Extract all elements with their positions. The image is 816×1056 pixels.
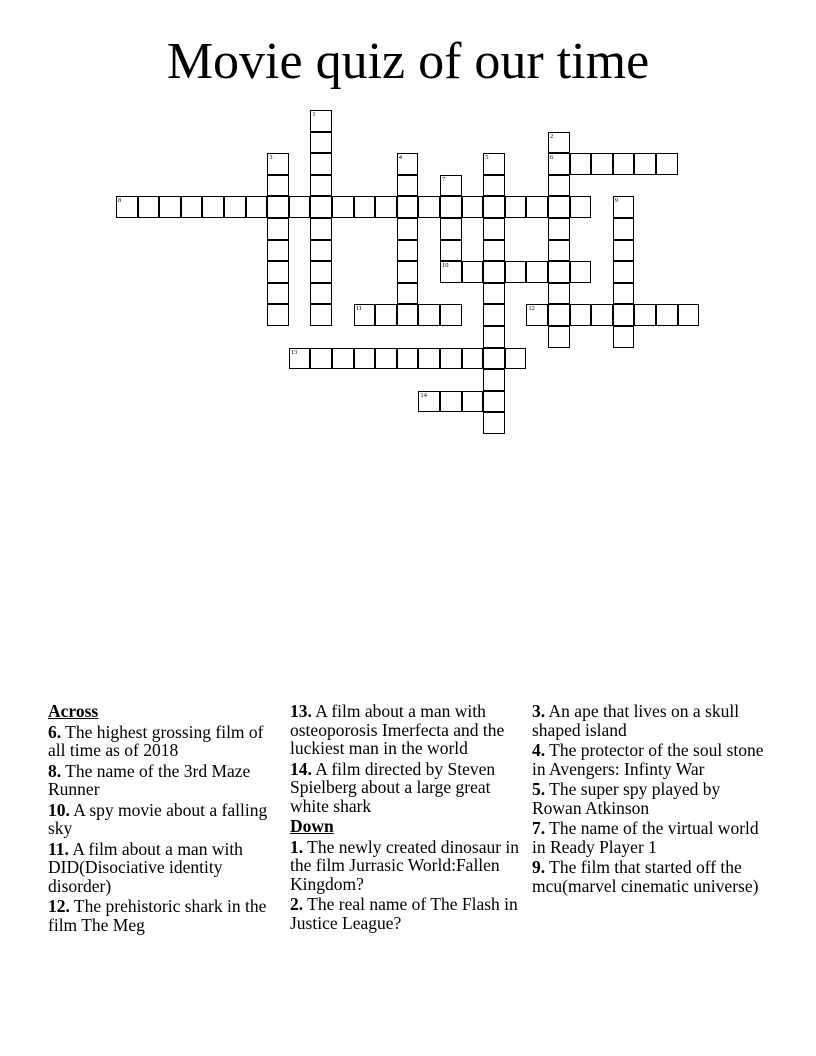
- grid-cell[interactable]: [397, 240, 419, 262]
- cell-number: 3: [269, 154, 273, 162]
- grid-cell[interactable]: [462, 196, 484, 218]
- clue-number: 13.: [290, 701, 312, 721]
- grid-cell[interactable]: [181, 196, 203, 218]
- grid-cell[interactable]: [267, 153, 289, 175]
- clue-text: The highest grossing film of all time as of 2018: [48, 721, 264, 760]
- clue-text: A film about a man with osteoporosis Imerfecta and the luckiest man in the world: [290, 701, 505, 758]
- grid-cell[interactable]: [418, 304, 440, 326]
- grid-cell[interactable]: [310, 283, 332, 305]
- clue-across-6: [48, 723, 273, 760]
- grid-cell[interactable]: [526, 261, 548, 283]
- grid-cell[interactable]: [310, 304, 332, 326]
- clue-down-2: [290, 895, 526, 932]
- cell-number: 13: [290, 348, 298, 356]
- clue-number: 11.: [48, 838, 69, 859]
- clue-text: The film that started off the mcu(marvel cinematic universe): [532, 857, 759, 896]
- clue-down-4: [532, 741, 767, 778]
- cell-number: 1: [312, 111, 316, 118]
- clue-text: The real name of The Flash in Justice League?: [290, 894, 518, 933]
- cell-number: 4: [398, 154, 403, 162]
- grid-cell[interactable]: [375, 348, 397, 370]
- grid-cell[interactable]: [548, 240, 570, 262]
- grid-cell[interactable]: [267, 261, 289, 283]
- clue-down-3: [532, 702, 767, 739]
- grid-cell[interactable]: [505, 196, 527, 218]
- clue-number: 10.: [48, 799, 70, 820]
- grid-cell[interactable]: [483, 326, 505, 348]
- grid-cell[interactable]: [548, 283, 570, 305]
- clue-down-5: [532, 780, 767, 817]
- grid-cell[interactable]: [548, 304, 570, 326]
- grid-cell[interactable]: [483, 196, 505, 218]
- grid-cell[interactable]: [548, 175, 570, 197]
- grid-cell[interactable]: [483, 175, 505, 197]
- grid-cell[interactable]: [591, 153, 613, 175]
- page-title: Movie quiz of our time: [166, 33, 650, 90]
- clue-across-12: [48, 897, 273, 934]
- clue-down-1: [290, 838, 526, 894]
- grid-cell[interactable]: [462, 391, 484, 413]
- cell-number: 9: [614, 197, 619, 205]
- grid-cell[interactable]: [613, 218, 635, 240]
- clue-down-9: [532, 858, 767, 895]
- clue-text: The name of the virtual world in Ready Player 1: [532, 818, 759, 857]
- grid-cell[interactable]: [267, 283, 289, 305]
- clue-across-10: [48, 801, 273, 838]
- grid-cell[interactable]: [397, 261, 419, 283]
- grid-cell[interactable]: [634, 304, 656, 326]
- cell-number: 12: [528, 305, 535, 313]
- grid-cell[interactable]: [397, 153, 419, 175]
- grid-cell[interactable]: [267, 218, 289, 240]
- grid-cell[interactable]: [548, 196, 570, 218]
- grid-cell[interactable]: [548, 261, 570, 283]
- grid-cell[interactable]: [483, 391, 505, 413]
- grid-cell[interactable]: [310, 132, 332, 154]
- cell-number: 5: [485, 154, 489, 162]
- grid-cell[interactable]: [440, 348, 462, 370]
- clue-text: A film about a man with DID(Disociative identity disorder): [48, 838, 243, 896]
- grid-cell[interactable]: [310, 348, 332, 370]
- grid-cell[interactable]: [310, 240, 332, 262]
- grid-cell[interactable]: [310, 153, 332, 175]
- grid-cell[interactable]: [613, 326, 635, 348]
- cell-number: 8: [118, 197, 122, 205]
- grid-cell[interactable]: [613, 283, 635, 305]
- clue-number: 4.: [532, 740, 546, 760]
- grid-cell[interactable]: [678, 304, 700, 326]
- clue-text: The prehistoric shark in the film The Meg: [48, 896, 267, 935]
- grid-cell[interactable]: [483, 261, 505, 283]
- cell-number: 11: [355, 305, 362, 313]
- clue-number: 5.: [532, 779, 546, 799]
- grid-cell[interactable]: [375, 196, 397, 218]
- cell-number: 10: [442, 262, 449, 270]
- grid-cell[interactable]: [397, 196, 419, 218]
- grid-cell[interactable]: [613, 196, 635, 218]
- grid-cell[interactable]: [483, 283, 505, 305]
- clue-number: 6.: [48, 721, 62, 742]
- clue-column-1: [48, 702, 273, 936]
- grid-cell[interactable]: [483, 153, 505, 175]
- grid-cell[interactable]: [548, 153, 570, 175]
- grid-cell[interactable]: [483, 240, 505, 262]
- grid-cell[interactable]: [570, 261, 592, 283]
- grid-cell[interactable]: [440, 261, 462, 283]
- cell-number: 6: [550, 154, 554, 162]
- grid-cell[interactable]: [440, 196, 462, 218]
- grid-cell[interactable]: [418, 348, 440, 370]
- grid-cell[interactable]: [613, 153, 635, 175]
- grid-cell[interactable]: [591, 304, 613, 326]
- grid-cell[interactable]: [548, 132, 570, 154]
- grid-cell[interactable]: [354, 196, 376, 218]
- clue-text: The super spy played by Rowan Atkinson: [532, 779, 721, 818]
- clue-number: 3.: [532, 701, 546, 721]
- grid-cell[interactable]: [375, 304, 397, 326]
- grid-cell[interactable]: [332, 348, 354, 370]
- clue-text: The name of the 3rd Maze Runner: [48, 760, 251, 799]
- grid-cell[interactable]: [116, 196, 138, 218]
- grid-cell[interactable]: [138, 196, 160, 218]
- across-heading: Across: [48, 701, 99, 721]
- down-heading: Down: [290, 816, 334, 836]
- grid-cell[interactable]: [548, 326, 570, 348]
- clue-text: A film directed by Steven Spielberg about a large great white shark: [290, 758, 496, 816]
- clue-number: 1.: [290, 836, 304, 857]
- grid-cell[interactable]: [613, 304, 635, 326]
- grid-cell[interactable]: [440, 175, 462, 197]
- grid-cell[interactable]: [440, 304, 462, 326]
- grid-cell[interactable]: [267, 304, 289, 326]
- grid-cell[interactable]: [440, 391, 462, 413]
- grid-cell[interactable]: [159, 196, 181, 218]
- grid-cell[interactable]: [397, 175, 419, 197]
- grid-cell[interactable]: [289, 196, 311, 218]
- grid-cell[interactable]: [483, 218, 505, 240]
- grid-cell[interactable]: [526, 196, 548, 218]
- grid-cell[interactable]: [267, 175, 289, 197]
- grid-cell[interactable]: [418, 391, 440, 413]
- clue-number: 14.: [290, 758, 312, 779]
- grid-cell[interactable]: [224, 196, 246, 218]
- grid-cell[interactable]: [310, 196, 332, 218]
- grid-cell[interactable]: [354, 304, 376, 326]
- cell-number: 14: [420, 391, 427, 399]
- clue-across-14: [290, 760, 526, 816]
- grid-cell[interactable]: [202, 196, 224, 218]
- clue-number: 12.: [48, 896, 70, 916]
- grid-cell[interactable]: [246, 196, 268, 218]
- clue-down-7: [532, 819, 767, 856]
- clue-text: A spy movie about a falling sky: [48, 799, 268, 838]
- clue-number: 2.: [290, 894, 304, 914]
- grid-cell[interactable]: [483, 369, 505, 391]
- grid-cell[interactable]: [440, 240, 462, 262]
- grid-cell[interactable]: [634, 153, 656, 175]
- cell-number: 2: [550, 132, 554, 140]
- grid-cell[interactable]: [397, 348, 419, 370]
- clue-number: 7.: [532, 818, 546, 838]
- grid-cell[interactable]: [310, 175, 332, 197]
- clue-text: An ape that lives on a skull shaped island: [532, 701, 740, 740]
- grid-cell[interactable]: [310, 110, 332, 132]
- grid-cell[interactable]: [483, 412, 505, 434]
- grid-cell[interactable]: [354, 348, 376, 370]
- clue-text: The protector of the soul stone in Avengers: Infinty War: [532, 740, 764, 779]
- grid-cell[interactable]: [397, 304, 419, 326]
- clue-number: 9.: [532, 857, 546, 877]
- grid-cell[interactable]: [332, 196, 354, 218]
- grid-cell[interactable]: [656, 304, 678, 326]
- grid-cell[interactable]: [310, 218, 332, 240]
- grid-cell[interactable]: [462, 261, 484, 283]
- grid-cell[interactable]: [462, 348, 484, 370]
- clue-column-2: [290, 702, 526, 934]
- clue-column-3: [532, 702, 767, 897]
- grid-cell[interactable]: [440, 218, 462, 240]
- grid-cell[interactable]: [505, 348, 527, 370]
- grid-cell[interactable]: [397, 218, 419, 240]
- grid-cell[interactable]: [397, 283, 419, 305]
- grid-cell[interactable]: [570, 196, 592, 218]
- grid-cell[interactable]: [418, 196, 440, 218]
- cell-number: 7: [442, 175, 446, 183]
- grid-cell[interactable]: [289, 348, 311, 370]
- grid-cell[interactable]: [267, 196, 289, 218]
- grid-cell[interactable]: [310, 261, 332, 283]
- grid-cell[interactable]: [613, 240, 635, 262]
- grid-cell[interactable]: [570, 304, 592, 326]
- grid-cell[interactable]: [570, 153, 592, 175]
- grid-cell[interactable]: [267, 240, 289, 262]
- grid-cell[interactable]: [505, 261, 527, 283]
- clue-across-11: [48, 840, 273, 896]
- grid-cell[interactable]: [613, 261, 635, 283]
- grid-cell[interactable]: [656, 153, 678, 175]
- grid-cell[interactable]: [548, 218, 570, 240]
- clue-text: The newly created dinosaur in the film Jurrasic World:Fallen Kingdom?: [290, 836, 520, 894]
- clue-across-13: [290, 702, 526, 758]
- grid-cell[interactable]: [483, 348, 505, 370]
- clue-number: 8.: [48, 760, 62, 781]
- clue-across-8: [48, 762, 273, 799]
- grid-cell[interactable]: [526, 304, 548, 326]
- grid-cell[interactable]: [483, 304, 505, 326]
